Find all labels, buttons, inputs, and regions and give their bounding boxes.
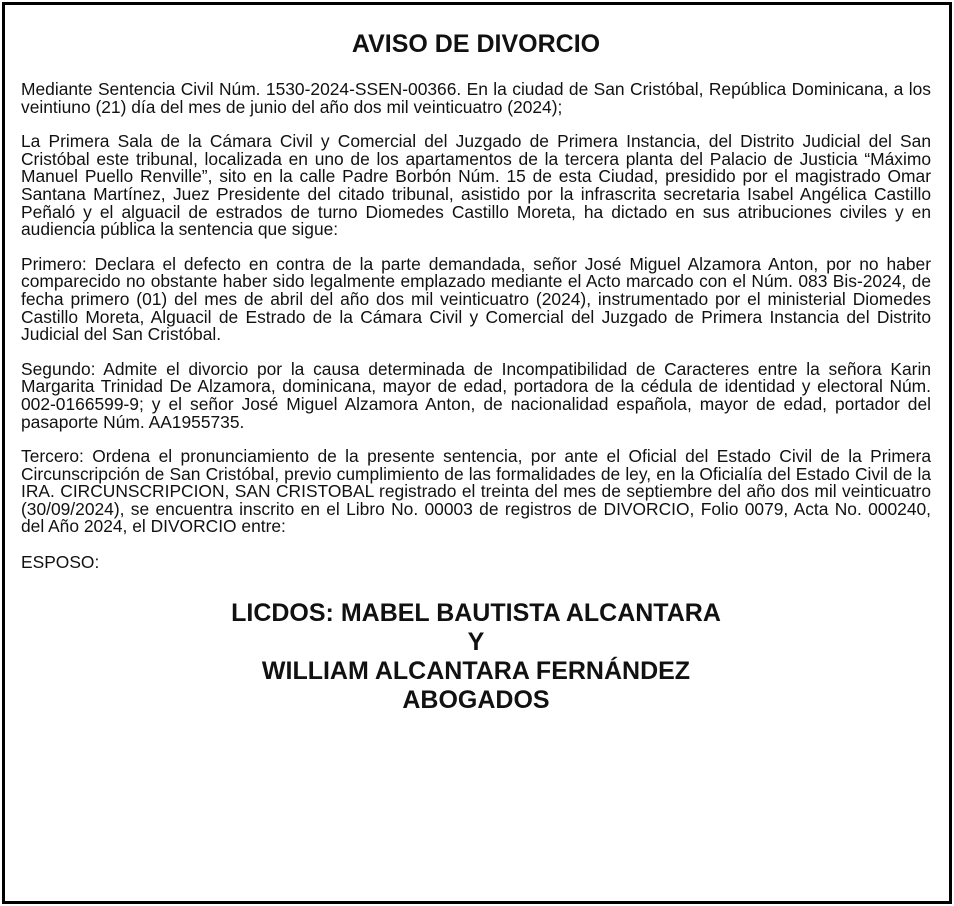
signature-block [21, 599, 931, 715]
signature-lawyer-second: WILLIAM ALCANTARA FERNÁNDEZ [261, 657, 691, 686]
paragraph-segundo: Segundo: Admite el divorcio por la causa determinada de Incompatibilidad de Caracteres entre la señora Karin Margarita Trinidad De Alzamora, dominicana, mayor de edad, portadora de la cédula de identidad y electoral Núm. 002-0166599-9; y el señor José Miguel Alzamora Anton, de nacionalidad española, mayor de edad, portador del pasaporte Núm. AA1955735. [21, 358, 931, 432]
paragraph-tercero: Tercero: Ordena el pronunciamiento de la presente sentencia, por ante el Oficial del Estado Civil de la Primera Circunscripción de San Cristóbal, previo cumplimiento de las formalidades de ley, en la Oficialía del Estado Civil de la IRA. CIRCUNSCRIPCION, SAN CRISTOBAL registrado el treinta del mes de septiembre del año dos mil veinticuatro (30/09/2024), se encuentra inscrito en el Libro No. 00003 de registros de DIVORCIO, Folio 0079, Acta No. 000240, del Año 2024, el DIVORCIO entre: [21, 446, 931, 537]
paragraph-court: La Primera Sala de la Cámara Civil y Comercial del Juzgado de Primera Instancia, del Distrito Judicial del San Cristóbal este tribunal, localizada en uno de los apartamentos de la tercera planta del Palacio de Justicia “Máximo Manuel Puello Renville”, sito en la calle Padre Borbón Núm. 15 de esta Ciudad, presidido por el magistrado Omar Santana Martínez, Juez Presidente del citado tribunal, asistido por la infrascrita secretaria Isabel Angélica Castillo Peñaló y el alguacil de estrados de turno Diomedes Castillo Moreta, ha dictado en sus atribuciones civiles y en audiencia pública la sentencia que sigue: [21, 131, 931, 240]
signature-lawyers: LICDOS: MABEL BAUTISTA ALCANTARA [231, 599, 721, 628]
spouse-label: ESPOSO: [21, 552, 100, 573]
signature-title: ABOGADOS [402, 686, 550, 715]
paragraph-sentence: Mediante Sentencia Civil Núm. 1530-2024-SSEN-00366. En la ciudad de San Cristóbal, República Dominicana, a los veintiuno (21) día del mes de junio del año dos mil veinticuatro (2024); [21, 79, 931, 117]
notice-border [2, 2, 952, 904]
paragraph-primero: Primero: Declara el defecto en contra de la parte demandada, señor José Miguel Alzamora Anton, por no haber comparecido no obstante haber sido legalmente emplazado mediante el Acto marcado con el Núm. 083 Bis-2024, de fecha primero (01) del mes de abril del año dos mil veinticuatro (2024), instrumentado por el ministerial Diomedes Castillo Moreta, Alguacil de Estrado de la Cámara Civil y Comercial del Juzgado de Primera Instancia del Distrito Judicial del San Cristóbal. [21, 253, 931, 345]
notice-content [21, 29, 931, 715]
signature-conjunction: Y [467, 628, 485, 657]
notice-title: AVISO DE DIVORCIO [351, 30, 601, 58]
